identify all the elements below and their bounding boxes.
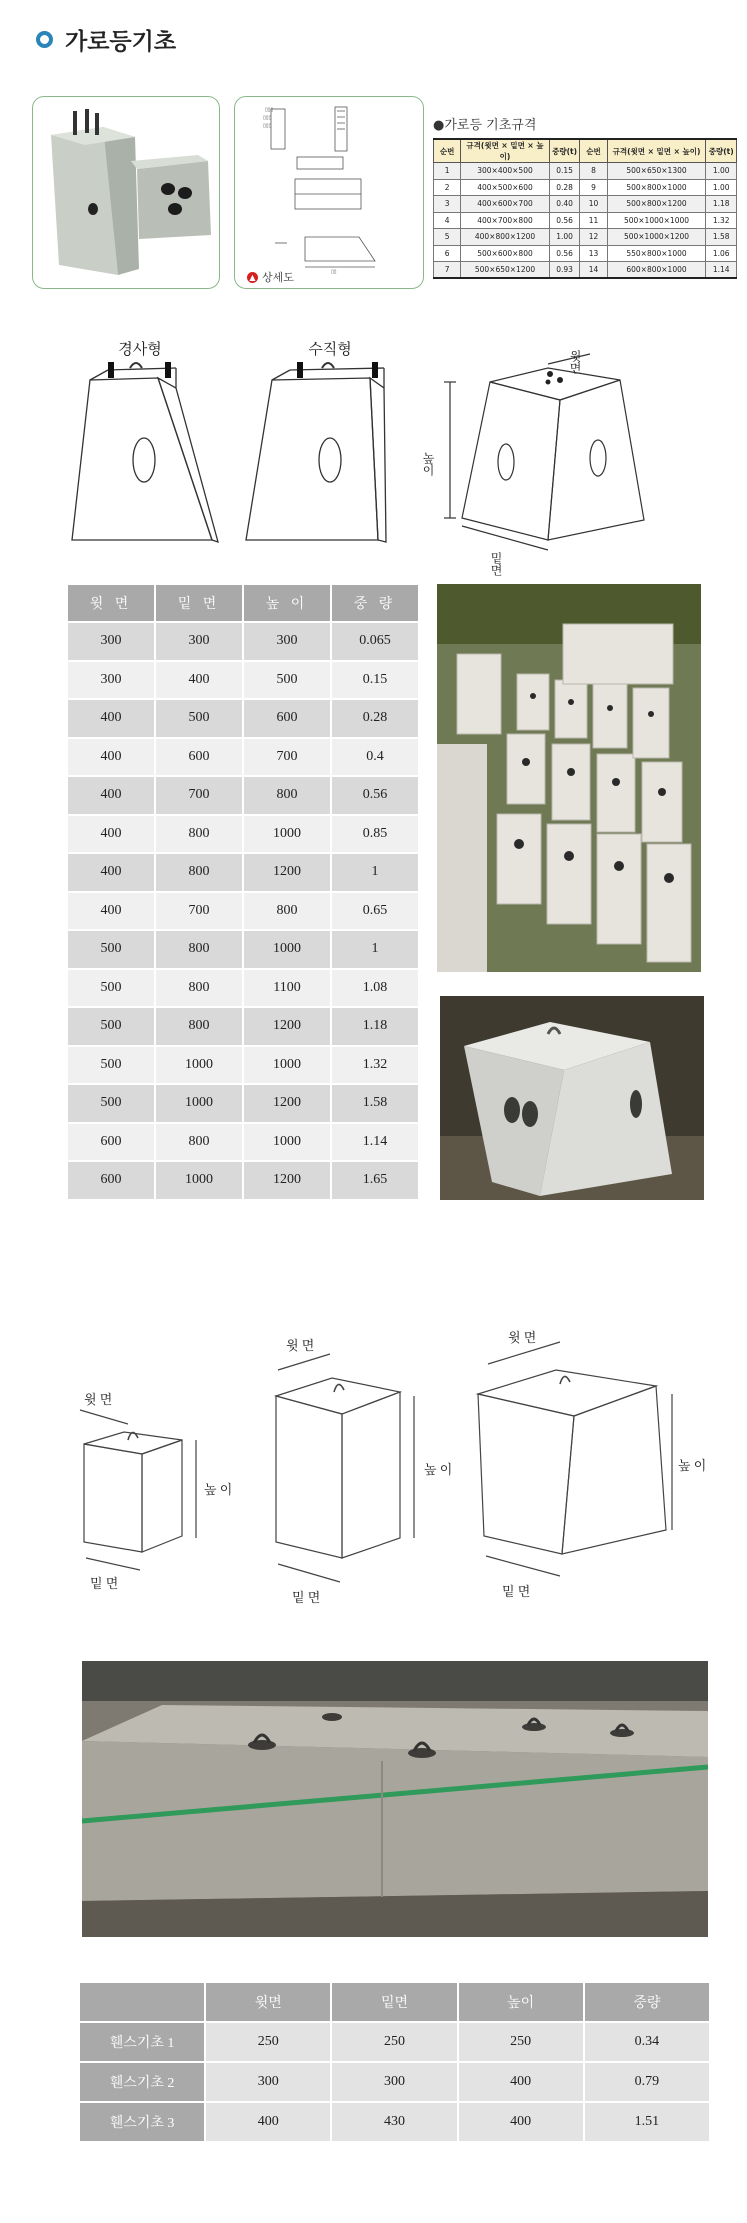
table-row [68, 1008, 418, 1045]
table-cell: 1.18 [332, 1008, 418, 1045]
table-cell: 700 [156, 893, 242, 930]
table-row [68, 1162, 418, 1199]
fence-medium-bottom-label: 밑 면 [292, 1590, 321, 1605]
table-cell: 400 [68, 739, 154, 776]
fence-header-cell: 중량 [585, 1983, 709, 2021]
fence-foundation-drawings [0, 1320, 747, 1620]
table-row [68, 1047, 418, 1084]
spec-cell: 500×650×1200 [461, 262, 550, 279]
fence-header-cell: 높이 [459, 1983, 583, 2021]
fence-large-height-label: 높 이 [678, 1458, 707, 1473]
table-row [68, 893, 418, 930]
fence-header-cell: 윗면 [206, 1983, 330, 2021]
fence-header-row [80, 1983, 709, 2021]
slanted-type-label: 경사형 [118, 342, 162, 358]
spec-cell: 0.40 [549, 196, 580, 213]
spec-cell: 400×700×800 [461, 212, 550, 229]
table-cell: 500 [156, 700, 242, 737]
fence-small-top-label: 윗 면 [84, 1392, 113, 1407]
table-cell: 800 [156, 816, 242, 853]
table-row [68, 816, 418, 853]
table-cell: 800 [156, 854, 242, 891]
spec-cell: 1.00 [706, 163, 737, 180]
table-cell: 700 [156, 777, 242, 814]
spec-cell: 14 [580, 262, 607, 279]
spec-cell: 1.32 [706, 212, 737, 229]
table-cell: 500 [68, 970, 154, 1007]
spec-table [433, 138, 737, 279]
table-row [80, 2023, 709, 2061]
fence-header-cell [80, 1983, 204, 2021]
spec-row [434, 245, 737, 262]
table-cell: 300 [332, 2063, 456, 2101]
table-cell: 300 [206, 2063, 330, 2101]
fence-medium-height-label: 높 이 [424, 1462, 453, 1477]
stacked-blocks-photo [437, 584, 701, 972]
table-cell: 1000 [156, 1047, 242, 1084]
table-row [68, 777, 418, 814]
table-cell: 0.56 [332, 777, 418, 814]
dimension-top-label: 윗면 [568, 350, 582, 374]
spec-row [434, 229, 737, 246]
table-cell: 300 [244, 623, 330, 660]
spec-cell: 1.00 [706, 179, 737, 196]
table-cell: 600 [68, 1162, 154, 1199]
spec-cell: 7 [434, 262, 461, 279]
table-cell: 400 [68, 816, 154, 853]
table-cell: 500 [68, 1047, 154, 1084]
spec-header-cell: 규격(윗면 × 밑면 × 높이) [461, 139, 550, 163]
detail-drawing-caption [247, 269, 294, 285]
spec-cell: 1.06 [706, 245, 737, 262]
table-cell: 800 [156, 1008, 242, 1045]
table-row [68, 970, 418, 1007]
svg-text:▯▯: ▯▯ [331, 270, 337, 275]
table-row [68, 1124, 418, 1161]
table-cell: 1000 [244, 1047, 330, 1084]
spec-cell: 600×800×1000 [607, 262, 706, 279]
spec-cell: 5 [434, 229, 461, 246]
spec-row [434, 262, 737, 279]
table-cell: 400 [68, 893, 154, 930]
table-row [68, 1085, 418, 1122]
table-cell: 800 [244, 777, 330, 814]
table-cell: 1000 [244, 1124, 330, 1161]
detail-drawing-box [234, 96, 424, 289]
table-cell: 0.065 [332, 623, 418, 660]
spec-cell: 12 [580, 229, 607, 246]
table-row [68, 931, 418, 968]
spec-cell: 500×1000×1200 [607, 229, 706, 246]
spec-cell: 2 [434, 179, 461, 196]
spec-cell: 0.28 [549, 179, 580, 196]
table-cell: 1000 [244, 931, 330, 968]
spec-cell: 1.14 [706, 262, 737, 279]
spec-row [434, 163, 737, 180]
spec-row [434, 196, 737, 213]
foundation-type-drawings [0, 330, 747, 580]
spec-cell: 550×800×1000 [607, 245, 706, 262]
page-title: 가로등기초 [65, 28, 177, 55]
product-photo-box [32, 96, 220, 289]
table-cell: 1200 [244, 1162, 330, 1199]
table-row [68, 854, 418, 891]
table-cell: 1.08 [332, 970, 418, 1007]
svg-text:▯▯▯: ▯▯▯ [263, 116, 272, 121]
table-cell: 400 [68, 777, 154, 814]
dimension-height-label: 높이 [421, 452, 435, 476]
table-cell: 1.51 [585, 2103, 709, 2141]
table-cell: 700 [244, 739, 330, 776]
spec-cell: 0.15 [549, 163, 580, 180]
table-cell: 0.79 [585, 2063, 709, 2101]
dimensioned-drawing [444, 354, 644, 550]
table-cell: 400 [68, 700, 154, 737]
spec-cell: 500×800×1000 [607, 179, 706, 196]
table-cell: 400 [206, 2103, 330, 2141]
table-cell: 1000 [156, 1085, 242, 1122]
table-cell: 500 [68, 1008, 154, 1045]
spec-cell: 400×800×1200 [461, 229, 550, 246]
spec-cell: 400×600×700 [461, 196, 550, 213]
table-cell: 1000 [244, 816, 330, 853]
fence-row-label: 휀스기초 1 [80, 2023, 204, 2061]
table-cell: 800 [156, 1124, 242, 1161]
table-cell: 300 [68, 662, 154, 699]
main-header-cell: 중 량 [332, 585, 418, 621]
main-header-row [68, 585, 418, 621]
table-cell: 250 [206, 2023, 330, 2061]
spec-header-row [434, 139, 737, 163]
table-cell: 1 [332, 931, 418, 968]
arrow-circle-icon: ▲ [247, 272, 258, 283]
spec-cell: 13 [580, 245, 607, 262]
table-cell: 800 [244, 893, 330, 930]
table-cell: 600 [156, 739, 242, 776]
table-cell: 600 [244, 700, 330, 737]
table-cell: 1.58 [332, 1085, 418, 1122]
fence-block-medium-drawing [276, 1354, 414, 1582]
table-cell: 0.65 [332, 893, 418, 930]
table-cell: 500 [244, 662, 330, 699]
main-spec-table [66, 583, 420, 1201]
table-cell: 1 [332, 854, 418, 891]
spec-cell: 8 [580, 163, 607, 180]
fence-blocks-photo [82, 1661, 708, 1937]
spec-header-cell: 중량(t) [549, 139, 580, 163]
spec-cell: 1.18 [706, 196, 737, 213]
main-header-cell: 밑 면 [156, 585, 242, 621]
fence-small-height-label: 높 이 [204, 1482, 233, 1497]
main-header-cell: 윗 면 [68, 585, 154, 621]
table-row [68, 623, 418, 660]
detail-drawing [235, 97, 424, 289]
spec-cell: 10 [580, 196, 607, 213]
spec-cell: 9 [580, 179, 607, 196]
table-row [80, 2103, 709, 2141]
table-cell: 430 [332, 2103, 456, 2141]
fence-block-small-drawing [80, 1410, 196, 1570]
table-cell: 1200 [244, 1008, 330, 1045]
table-cell: 800 [156, 931, 242, 968]
fence-row-label: 휀스기초 2 [80, 2063, 204, 2101]
fence-header-cell: 밑면 [332, 1983, 456, 2021]
table-cell: 0.85 [332, 816, 418, 853]
single-block-photo [440, 996, 704, 1200]
table-cell: 1.32 [332, 1047, 418, 1084]
svg-text:▯▯▯: ▯▯▯ [263, 124, 272, 129]
table-cell: 1100 [244, 970, 330, 1007]
fence-large-top-label: 윗 면 [508, 1330, 537, 1345]
table-cell: 1000 [156, 1162, 242, 1199]
spec-cell: 500×1000×1000 [607, 212, 706, 229]
vertical-type-drawing [246, 368, 386, 542]
table-cell: 250 [332, 2023, 456, 2061]
table-cell: 400 [156, 662, 242, 699]
table-row [80, 2063, 709, 2101]
svg-text:▯▯▯: ▯▯▯ [265, 108, 274, 113]
spec-cell: 0.93 [549, 262, 580, 279]
fence-large-bottom-label: 밑 면 [502, 1584, 531, 1599]
main-header-cell: 높 이 [244, 585, 330, 621]
dimension-bottom-label: 밑면 [489, 552, 503, 576]
spec-cell: 500×800×1200 [607, 196, 706, 213]
table-cell: 500 [68, 1085, 154, 1122]
spec-cell: 1.58 [706, 229, 737, 246]
table-cell: 1.65 [332, 1162, 418, 1199]
table-cell: 1200 [244, 1085, 330, 1122]
foundation-block-photo [33, 97, 220, 289]
spec-cell: 500×600×800 [461, 245, 550, 262]
table-cell: 0.34 [585, 2023, 709, 2061]
fence-row-label: 휀스기초 3 [80, 2103, 204, 2141]
fence-small-bottom-label: 밑 면 [90, 1576, 119, 1591]
spec-row [434, 212, 737, 229]
spec-header-cell: 순번 [580, 139, 607, 163]
spec-cell: 11 [580, 212, 607, 229]
spec-cell: 0.56 [549, 212, 580, 229]
table-cell: 600 [68, 1124, 154, 1161]
spec-header-cell: 규격(윗면 × 밑면 × 높이) [607, 139, 706, 163]
spec-header-cell: 중량(t) [706, 139, 737, 163]
detail-drawing-label: 상세도 [262, 271, 294, 284]
spec-cell: 1 [434, 163, 461, 180]
table-cell: 0.15 [332, 662, 418, 699]
table-cell: 250 [459, 2023, 583, 2061]
spec-cell: 4 [434, 212, 461, 229]
table-cell: 0.28 [332, 700, 418, 737]
spec-cell: 3 [434, 196, 461, 213]
table-cell: 500 [68, 931, 154, 968]
spec-cell: 0.56 [549, 245, 580, 262]
spec-cell: 400×500×600 [461, 179, 550, 196]
table-row [68, 739, 418, 776]
table-cell: 800 [156, 970, 242, 1007]
spec-section-label: ●가로등 기초규격 [433, 118, 537, 133]
table-cell: 300 [68, 623, 154, 660]
table-cell: 1200 [244, 854, 330, 891]
table-row [68, 662, 418, 699]
page-title-row [36, 24, 176, 54]
spec-cell: 1.00 [549, 229, 580, 246]
fence-block-large-drawing [478, 1342, 672, 1576]
table-cell: 400 [68, 854, 154, 891]
spec-cell: 500×650×1300 [607, 163, 706, 180]
table-cell: 0.4 [332, 739, 418, 776]
spec-cell: 6 [434, 245, 461, 262]
spec-row [434, 179, 737, 196]
table-cell: 400 [459, 2103, 583, 2141]
spec-header-cell: 순번 [434, 139, 461, 163]
circle-bullet-icon [36, 31, 53, 48]
table-cell: 1.14 [332, 1124, 418, 1161]
fence-spec-table [78, 1981, 711, 2143]
vertical-type-label: 수직형 [308, 342, 352, 358]
slanted-type-drawing [72, 368, 218, 542]
table-cell: 300 [156, 623, 242, 660]
spec-cell: 300×400×500 [461, 163, 550, 180]
table-cell: 400 [459, 2063, 583, 2101]
fence-medium-top-label: 윗 면 [286, 1338, 315, 1353]
table-row [68, 700, 418, 737]
